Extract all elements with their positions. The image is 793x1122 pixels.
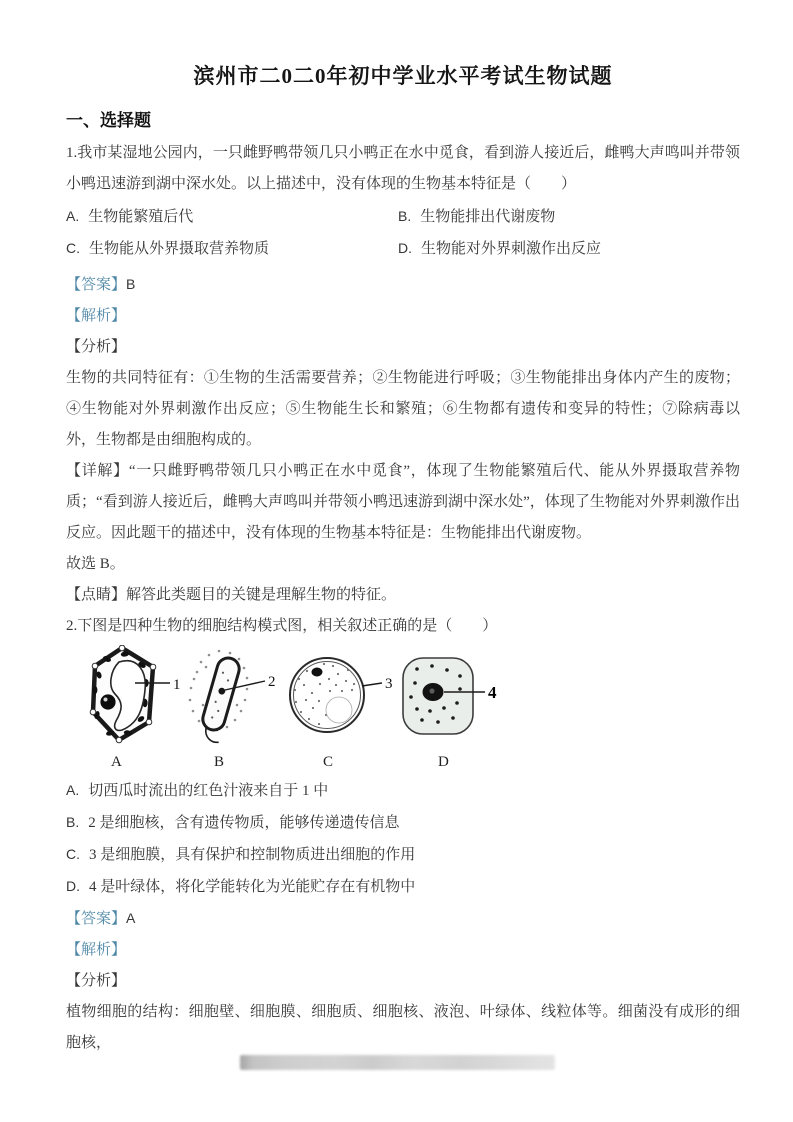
- cell-d-animal-cell: [403, 658, 497, 734]
- cell-a-plant-cell: [90, 645, 180, 743]
- q2-option-c-text: 3 是细胞膜，具有保护和控制物质进出细胞的作用: [89, 847, 416, 863]
- q2-option-c: [66, 839, 740, 871]
- q1-answer-line: [66, 269, 740, 301]
- q1-detail-text: “一只雌野鸭带领几只小鸭正在水中觅食”，体现了生物能繁殖后代、能从外界摄取营养物质；“看到游人接近后，雌鸭大声鸣叫并带领小鸭迅速游到湖中深水处”，体现了生物能对外界刺激作出反应。因此题干的描述中，没有体现的生物基本特征是：生物能排出代谢废物。: [66, 463, 740, 541]
- cell-label-b: B: [214, 754, 225, 770]
- cell-c-yeast: [290, 658, 393, 732]
- pointer-label-1: 1: [173, 677, 181, 693]
- q1-dianjing-tag: 【点睛】: [66, 587, 127, 603]
- q1-detail-paragraph: [66, 456, 740, 549]
- q2-jiexi-tag: 【解析】: [66, 942, 127, 958]
- pointer-label-3: 3: [385, 676, 393, 692]
- q2-option-a: [66, 775, 740, 807]
- q1-option-b-text: 生物能排出代谢废物: [420, 209, 556, 225]
- q1-fenxi-tag: 【分析】: [66, 339, 127, 355]
- question-1-options: [66, 204, 740, 262]
- nucleus-c: [312, 668, 323, 677]
- q2-option-a-key: A.: [66, 782, 80, 798]
- q2-option-b-text: 2 是细胞核，含有遗传物质，能够传递遗传信息: [88, 815, 400, 831]
- cell-structure-figure: [86, 645, 740, 773]
- cell-b-bacterium: [189, 650, 276, 743]
- q2-analysis-paragraph: 植物细胞的结构：细胞壁、细胞膜、细胞质、细胞核、液泡、叶绿体、线粒体等。细菌没有成形的细胞核，: [66, 1004, 740, 1051]
- cell-label-a: A: [111, 754, 122, 770]
- q2-option-b: [66, 807, 740, 839]
- q1-option-c-key: C.: [66, 240, 80, 256]
- q2-answer-tag: 【答案】: [66, 911, 127, 927]
- page-title: 滨州市二0二0年初中学业水平考试生物试题: [193, 64, 613, 88]
- q1-answer-value: B: [126, 276, 136, 292]
- cell-figure-svg: [86, 645, 556, 773]
- q1-tip-text: 解答此类题目的关键是理解生物的特征。: [126, 587, 397, 603]
- vacuole-c: [326, 697, 352, 723]
- q2-option-d-text: 4 是叶绿体，将化学能转化为光能贮存在有机物中: [89, 879, 416, 895]
- q1-answer-tag: 【答案】: [66, 277, 127, 293]
- q1-option-b: [398, 204, 740, 230]
- q2-answer-value: A: [126, 910, 136, 926]
- q1-option-a-text: 生物能繁殖后代: [88, 209, 194, 225]
- question-2-options: [66, 775, 740, 903]
- question-1-stem: 1.我市某湿地公园内，一只雌野鸭带领几只小鸭正在水中觅食，看到游人接近后，雌鸭大声鸣叫并带领小鸭迅速游到湖中深水处。以上描述中，没有体现的生物基本特征是（ ）: [66, 145, 740, 192]
- q1-option-d-key: D.: [398, 240, 412, 256]
- watermark-bar: [240, 1055, 555, 1070]
- q2-option-a-text: 切西瓜时流出的红色汁液来自于 1 中: [88, 783, 329, 799]
- q1-option-d: [398, 236, 740, 262]
- q2-answer-line: [66, 903, 740, 935]
- q2-option-b-key: B.: [66, 814, 80, 830]
- section-heading: 一、选择题: [66, 111, 151, 130]
- q1-option-b-key: B.: [398, 208, 412, 224]
- q1-option-d-text: 生物能对外界刺激作出反应: [421, 241, 602, 257]
- cell-label-d: D: [438, 754, 449, 770]
- q2-fenxi-tag: 【分析】: [66, 973, 127, 989]
- question-2-stem: 2.下图是四种生物的细胞结构模式图，相关叙述正确的是（ ）: [66, 618, 498, 634]
- q1-xiangjie-tag: 【详解】: [66, 463, 129, 479]
- cell-label-c: C: [323, 754, 334, 770]
- q1-jiexi-tag: 【解析】: [66, 308, 127, 324]
- pointer-label-4: 4: [488, 683, 497, 702]
- nucleus-a: [100, 694, 115, 709]
- q1-analysis-paragraph: 生物的共同特征有：①生物的生活需要营养；②生物能进行呼吸；③生物能排出身体内产生的废物；④生物能对外界刺激作出反应；⑤生物能生长和繁殖；⑥生物都有遗传和变异的特性；⑦除病毒以外，生物都是由细胞构成的。: [66, 370, 740, 448]
- q1-option-c-text: 生物能从外界摄取营养物质: [89, 241, 270, 257]
- q2-option-d: [66, 871, 740, 903]
- q1-option-c: [66, 236, 398, 262]
- q1-option-a: [66, 204, 398, 230]
- q1-conclusion: 故选 B。: [66, 556, 125, 572]
- q2-option-c-key: C.: [66, 846, 80, 862]
- pointer-label-2: 2: [268, 674, 276, 690]
- q1-option-a-key: A.: [66, 208, 80, 224]
- pointer-line-3: [362, 683, 382, 686]
- q2-option-d-key: D.: [66, 878, 80, 894]
- q1-tip-paragraph: [66, 580, 740, 611]
